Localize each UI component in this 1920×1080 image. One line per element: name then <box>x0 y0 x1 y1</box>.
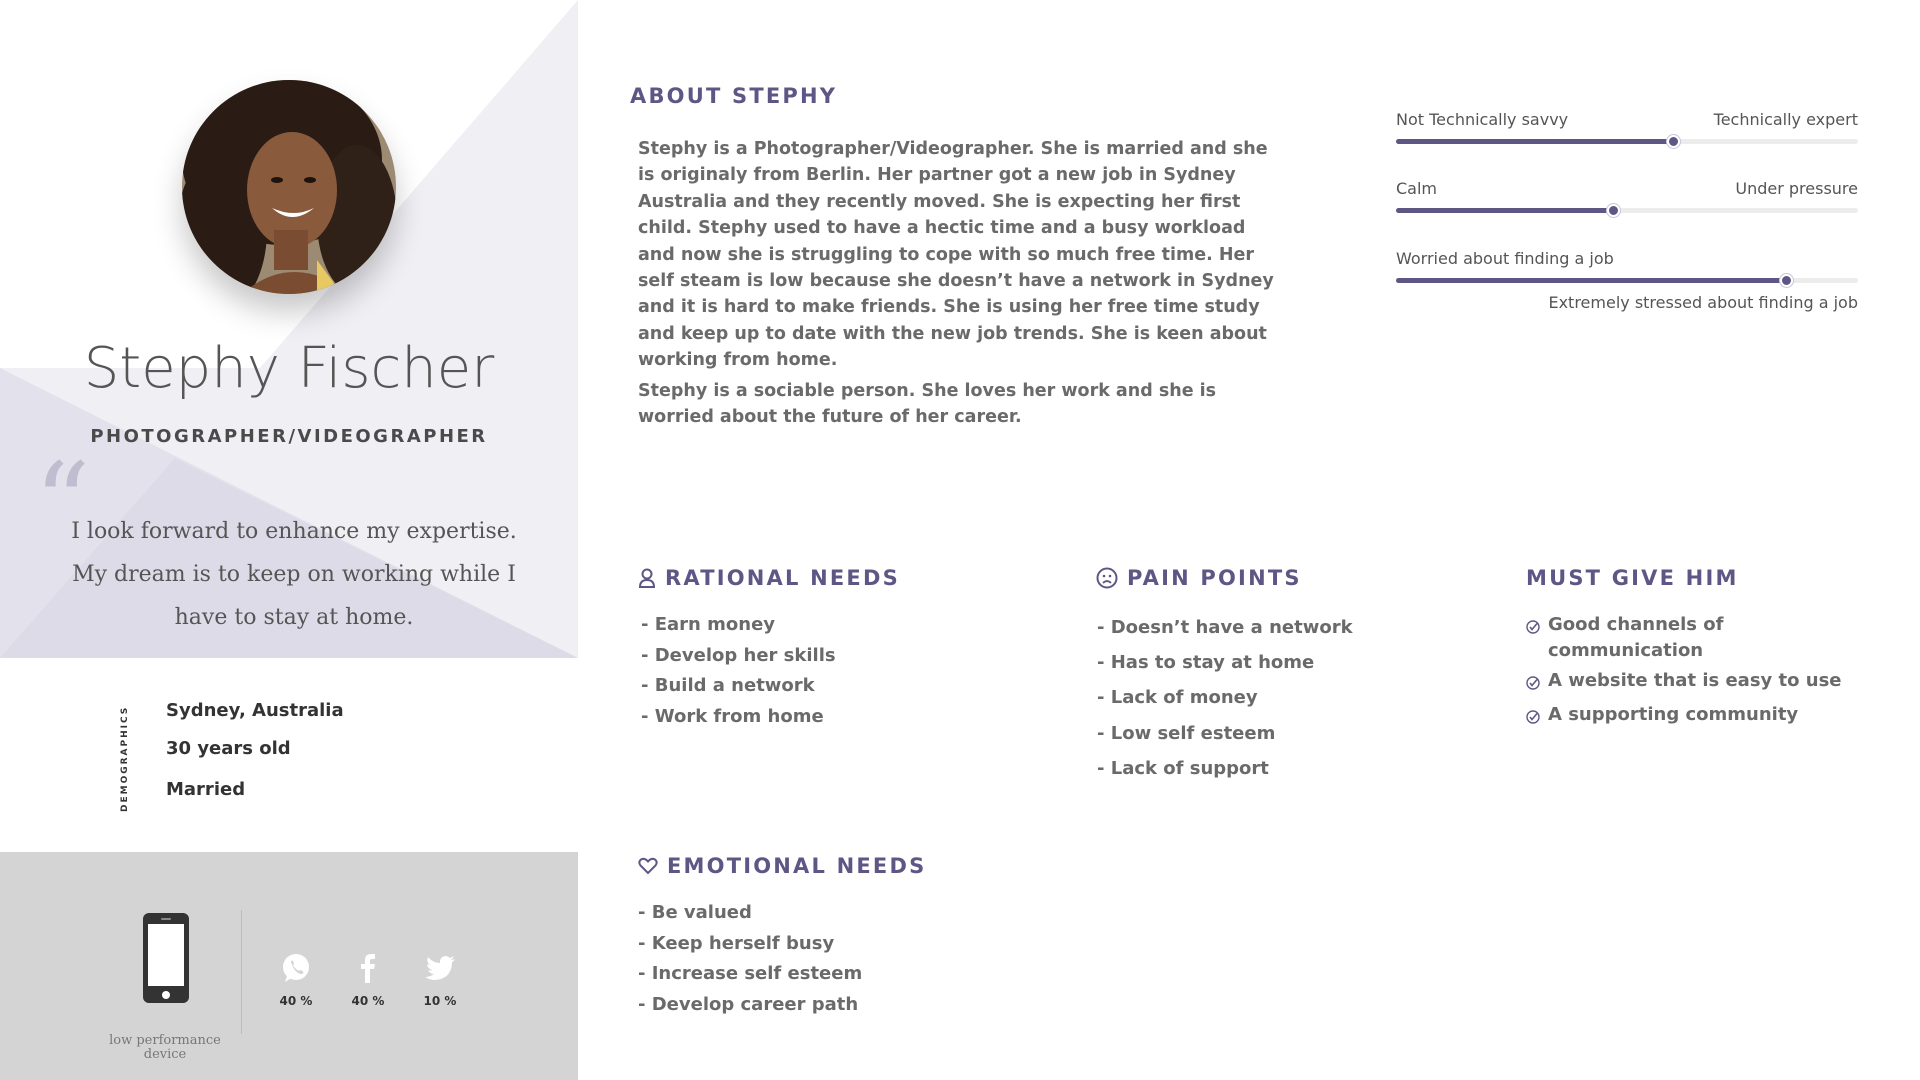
list-item-text: A website that is easy to use <box>1548 670 1842 691</box>
list-item: - Build a network <box>641 675 815 696</box>
list-item <box>1526 702 1856 732</box>
persona-quote: I look forward to enhance my expertise. My dream is to keep on working while I have to stay at home. <box>71 519 517 630</box>
list-item <box>1526 668 1856 698</box>
device-label: low performance device <box>109 1033 221 1062</box>
slider-knob[interactable] <box>1667 135 1680 148</box>
list-item: - Work from home <box>641 705 824 727</box>
list-item: - Be valued <box>638 902 752 923</box>
must-give-title-text: MUST GIVE HIM <box>1526 566 1739 590</box>
slider-knob[interactable] <box>1607 204 1620 217</box>
check-icon <box>1526 668 1548 698</box>
persona-panel <box>0 0 578 1080</box>
twitter-usage <box>420 952 460 1008</box>
slider-job-left-label: Worried about finding a job <box>1396 249 1614 268</box>
must-give-title <box>1526 566 1739 590</box>
list-item: - Doesn’t have a network <box>1097 617 1353 638</box>
list-item: - Develop career path <box>638 993 859 1015</box>
divider <box>241 910 242 1034</box>
demographics-status: Married <box>166 779 246 800</box>
slider-fill <box>1396 278 1786 283</box>
list-item <box>1526 612 1856 664</box>
rational-needs-title <box>638 566 900 590</box>
slider-pressure-left-label: Calm <box>1396 179 1438 198</box>
slider-track <box>1396 139 1858 144</box>
heart-icon <box>638 857 658 875</box>
pain-points-title <box>1096 566 1302 590</box>
whatsapp-usage <box>276 952 316 1008</box>
facebook-pct: 40 % <box>351 994 385 1008</box>
about-paragraph-1: Stephy is a Photographer/Videographer. She is married and she is originaly from Berlin. Her partner got a new job in Sydney Australia and they recently moved. She is expecting her first child. Stephy used to have a hectic time and a busy workload and now she is struggling to cope with so much free time. Her self steam is low because she doesn’t have a network in Sydney and it is hard to make friends. She is using her free time study and keep up to date with the new job trends. She is keen about working from home. <box>638 139 1274 371</box>
sad-face-icon <box>1096 567 1118 589</box>
slider-pressure <box>1396 179 1858 213</box>
slider-job-below-label: Extremely stressed about finding a job <box>1548 293 1858 312</box>
about-title <box>630 84 837 108</box>
twitter-icon <box>424 952 456 984</box>
slider-tech-savvy <box>1396 110 1858 144</box>
facebook-icon <box>352 952 384 984</box>
whatsapp-pct: 40 % <box>279 994 313 1008</box>
list-item: - Keep herself busy <box>638 932 835 954</box>
slider-track <box>1396 278 1858 283</box>
persona-name: Stephy Fischer <box>83 336 495 401</box>
list-item: - Increase self esteem <box>638 963 863 984</box>
list-item: - Lack of support <box>1097 757 1269 779</box>
slider-fill <box>1396 139 1673 144</box>
about-paragraph-2: Stephy is a sociable person. She loves her work and she is worried about the future of her career. <box>638 381 1217 428</box>
whatsapp-icon <box>280 952 312 984</box>
slider-job-stress <box>1396 249 1858 312</box>
list-item-text: Good channels of communication <box>1548 614 1724 661</box>
emotional-needs-list <box>638 898 862 1020</box>
smartphone-icon <box>142 912 190 1009</box>
rational-needs-title-text: RATIONAL NEEDS <box>665 566 900 590</box>
must-give-list <box>1526 612 1856 732</box>
persona-role: PHOTOGRAPHER/VIDEOGRAPHER <box>90 426 488 447</box>
emotional-needs-title-text: EMOTIONAL NEEDS <box>667 854 927 878</box>
slider-pressure-right-label: Under pressure <box>1735 179 1858 198</box>
person-icon <box>638 568 656 588</box>
demographics-location: Sydney, Australia <box>166 700 344 721</box>
list-item: - Has to stay at home <box>1097 652 1315 674</box>
quote-mark-icon: “ <box>34 439 91 567</box>
slider-tech-left-label: Not Technically savvy <box>1396 110 1569 129</box>
list-item-text: A supporting community <box>1548 704 1799 725</box>
check-icon <box>1526 702 1548 732</box>
demographics-label: DEMOGRAPHICS <box>120 705 130 812</box>
facebook-usage <box>348 952 388 1008</box>
list-item: - Earn money <box>641 614 776 635</box>
demographics-age: 30 years old <box>166 738 291 759</box>
persona-header <box>0 0 578 658</box>
slider-knob[interactable] <box>1780 274 1793 287</box>
list-item: - Low self esteem <box>1097 722 1276 744</box>
emotional-needs-title <box>638 854 926 878</box>
about-title-text: ABOUT STEPHY <box>630 84 838 108</box>
check-icon <box>1526 612 1548 642</box>
slider-fill <box>1396 208 1613 213</box>
slider-tech-right-label: Technically expert <box>1713 110 1858 129</box>
pain-points-list <box>1097 610 1353 786</box>
list-item: - Lack of money <box>1097 687 1258 709</box>
slider-track <box>1396 208 1858 213</box>
avatar <box>182 80 396 294</box>
pain-points-title-text: PAIN POINTS <box>1127 566 1302 590</box>
rational-needs-list <box>641 610 836 732</box>
list-item: - Develop her skills <box>641 644 836 666</box>
twitter-pct: 10 % <box>423 994 457 1008</box>
